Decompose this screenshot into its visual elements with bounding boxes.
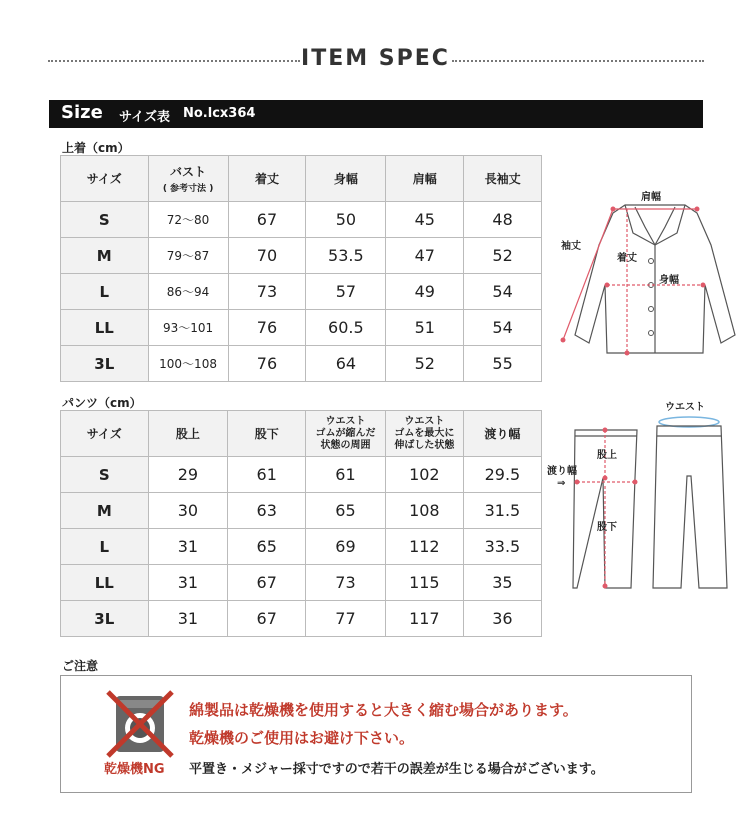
shirt-outline [575, 205, 735, 353]
sleeve-label: 袖丈 [561, 241, 581, 252]
width-label: 身幅 [659, 275, 679, 286]
size-header-bar [49, 100, 703, 128]
col-rise: 股上 [148, 411, 228, 457]
value-cell: 115 [385, 565, 463, 601]
value-cell: 29 [148, 457, 228, 493]
shoulder-point-right [695, 207, 700, 212]
col-thigh: 渡り幅 [463, 411, 541, 457]
inseam-point [603, 584, 608, 589]
value-cell: 65 [306, 493, 386, 529]
product-number: No.lcx364 [183, 106, 256, 121]
col-waist-relaxed-line1: ウエスト [325, 415, 366, 427]
rise-point-top [603, 428, 608, 433]
tops-size-table [60, 155, 542, 382]
value-cell: 76 [228, 310, 306, 346]
table-row [61, 274, 542, 310]
col-waist-stretched-line3: 伸ばした状態 [394, 439, 455, 451]
col-inseam: 股下 [228, 411, 306, 457]
table-row [61, 493, 542, 529]
width-point-right [701, 283, 706, 288]
size-cell: 3L [61, 346, 149, 382]
dryer-ng-icon [104, 688, 176, 760]
pants-diagram [545, 398, 745, 598]
shoulder-label: 肩幅 [641, 192, 661, 203]
value-cell: 76 [228, 346, 306, 382]
thigh-point-right [633, 480, 638, 485]
size-cell: 3L [61, 601, 149, 637]
value-cell: 79〜87 [148, 238, 228, 274]
value-cell: 48 [464, 202, 542, 238]
col-bust-note: ( 参考寸法 ) [162, 184, 214, 194]
table-row [61, 202, 542, 238]
value-cell: 60.5 [306, 310, 386, 346]
value-cell: 61 [228, 457, 306, 493]
value-cell: 31.5 [463, 493, 541, 529]
value-cell: 64 [306, 346, 386, 382]
table-row [61, 529, 542, 565]
table-header-row [61, 156, 542, 202]
value-cell: 52 [464, 238, 542, 274]
col-shoulder: 肩幅 [386, 156, 464, 202]
notice-line-2: 乾燥機のご使用はお避け下さい。 [189, 729, 415, 747]
value-cell: 35 [463, 565, 541, 601]
value-cell: 72〜80 [148, 202, 228, 238]
table-row [61, 346, 542, 382]
value-cell: 31 [148, 565, 228, 601]
col-waist-stretched-line2: ゴムを最大に [394, 427, 455, 439]
notice-line-1: 綿製品は乾燥機を使用すると大きく縮む場合があります。 [189, 701, 578, 719]
table-row [61, 457, 542, 493]
table-row [61, 601, 542, 637]
col-bust [148, 156, 228, 202]
spec-title-area [0, 40, 751, 80]
col-waist-stretched [385, 411, 463, 457]
size-heading: Size [61, 102, 103, 123]
col-sleeve: 長袖丈 [464, 156, 542, 202]
shirt-diagram [555, 185, 745, 360]
value-cell: 31 [148, 529, 228, 565]
size-cell: S [61, 202, 149, 238]
col-bust-label: バスト [170, 165, 207, 179]
col-waist-relaxed-line2: ゴムが縮んだ [315, 427, 376, 439]
value-cell: 69 [306, 529, 386, 565]
value-cell: 57 [306, 274, 386, 310]
rise-label: 股上 [597, 450, 617, 461]
value-cell: 86〜94 [148, 274, 228, 310]
size-cell: LL [61, 565, 149, 601]
value-cell: 31 [148, 601, 228, 637]
table-row [61, 238, 542, 274]
value-cell: 45 [386, 202, 464, 238]
sleeve-point [561, 338, 566, 343]
value-cell: 67 [228, 202, 306, 238]
length-label: 着丈 [617, 253, 637, 264]
table-row [61, 565, 542, 601]
col-size: サイズ [61, 156, 149, 202]
length-point [625, 351, 630, 356]
col-waist-relaxed [306, 411, 386, 457]
pants-label: パンツ（cm） [62, 396, 142, 410]
col-waist-relaxed-line3: 状態の周囲 [320, 439, 371, 451]
col-body-width: 身幅 [306, 156, 386, 202]
size-cell: L [61, 529, 149, 565]
value-cell: 55 [464, 346, 542, 382]
value-cell: 30 [148, 493, 228, 529]
table-row [61, 310, 542, 346]
value-cell: 67 [228, 565, 306, 601]
value-cell: 70 [228, 238, 306, 274]
value-cell: 63 [228, 493, 306, 529]
value-cell: 117 [385, 601, 463, 637]
value-cell: 33.5 [463, 529, 541, 565]
size-cell: S [61, 457, 149, 493]
notice-line-3: 平置き・メジャー採寸ですので若干の誤差が生じる場合がございます。 [189, 762, 604, 777]
dryer-ng-label: 乾燥機NG [104, 762, 165, 777]
value-cell: 65 [228, 529, 306, 565]
value-cell: 93〜101 [148, 310, 228, 346]
value-cell: 54 [464, 310, 542, 346]
table-header-row [61, 411, 542, 457]
shirt-buttons [649, 259, 654, 336]
value-cell: 47 [386, 238, 464, 274]
value-cell: 108 [385, 493, 463, 529]
value-cell: 67 [228, 601, 306, 637]
value-cell: 112 [385, 529, 463, 565]
col-size: サイズ [61, 411, 149, 457]
value-cell: 29.5 [463, 457, 541, 493]
thigh-label: 渡り幅 [547, 466, 577, 477]
size-table-label: サイズ表 [119, 110, 170, 125]
width-point-left [605, 283, 610, 288]
inseam-label: 股下 [597, 522, 617, 533]
tops-label: 上着（cm） [62, 141, 130, 155]
value-cell: 77 [306, 601, 386, 637]
notice-label: ご注意 [62, 659, 99, 673]
value-cell: 36 [463, 601, 541, 637]
value-cell: 53.5 [306, 238, 386, 274]
waist-label: ウエスト [665, 402, 705, 413]
size-cell: M [61, 493, 149, 529]
size-cell: M [61, 238, 149, 274]
thigh-point-left [575, 480, 580, 485]
value-cell: 73 [306, 565, 386, 601]
value-cell: 50 [306, 202, 386, 238]
value-cell: 54 [464, 274, 542, 310]
rise-point-bottom [603, 476, 608, 481]
col-length: 着丈 [228, 156, 306, 202]
thigh-arrow: ⇒ [557, 478, 566, 489]
page-title: ITEM SPEC [301, 46, 450, 71]
pants-size-table [60, 410, 542, 637]
value-cell: 49 [386, 274, 464, 310]
col-waist-stretched-line1: ウエスト [404, 415, 445, 427]
value-cell: 73 [228, 274, 306, 310]
value-cell: 100〜108 [148, 346, 228, 382]
size-cell: LL [61, 310, 149, 346]
value-cell: 61 [306, 457, 386, 493]
value-cell: 102 [385, 457, 463, 493]
size-cell: L [61, 274, 149, 310]
pants-front-outline [653, 426, 727, 588]
value-cell: 51 [386, 310, 464, 346]
value-cell: 52 [386, 346, 464, 382]
